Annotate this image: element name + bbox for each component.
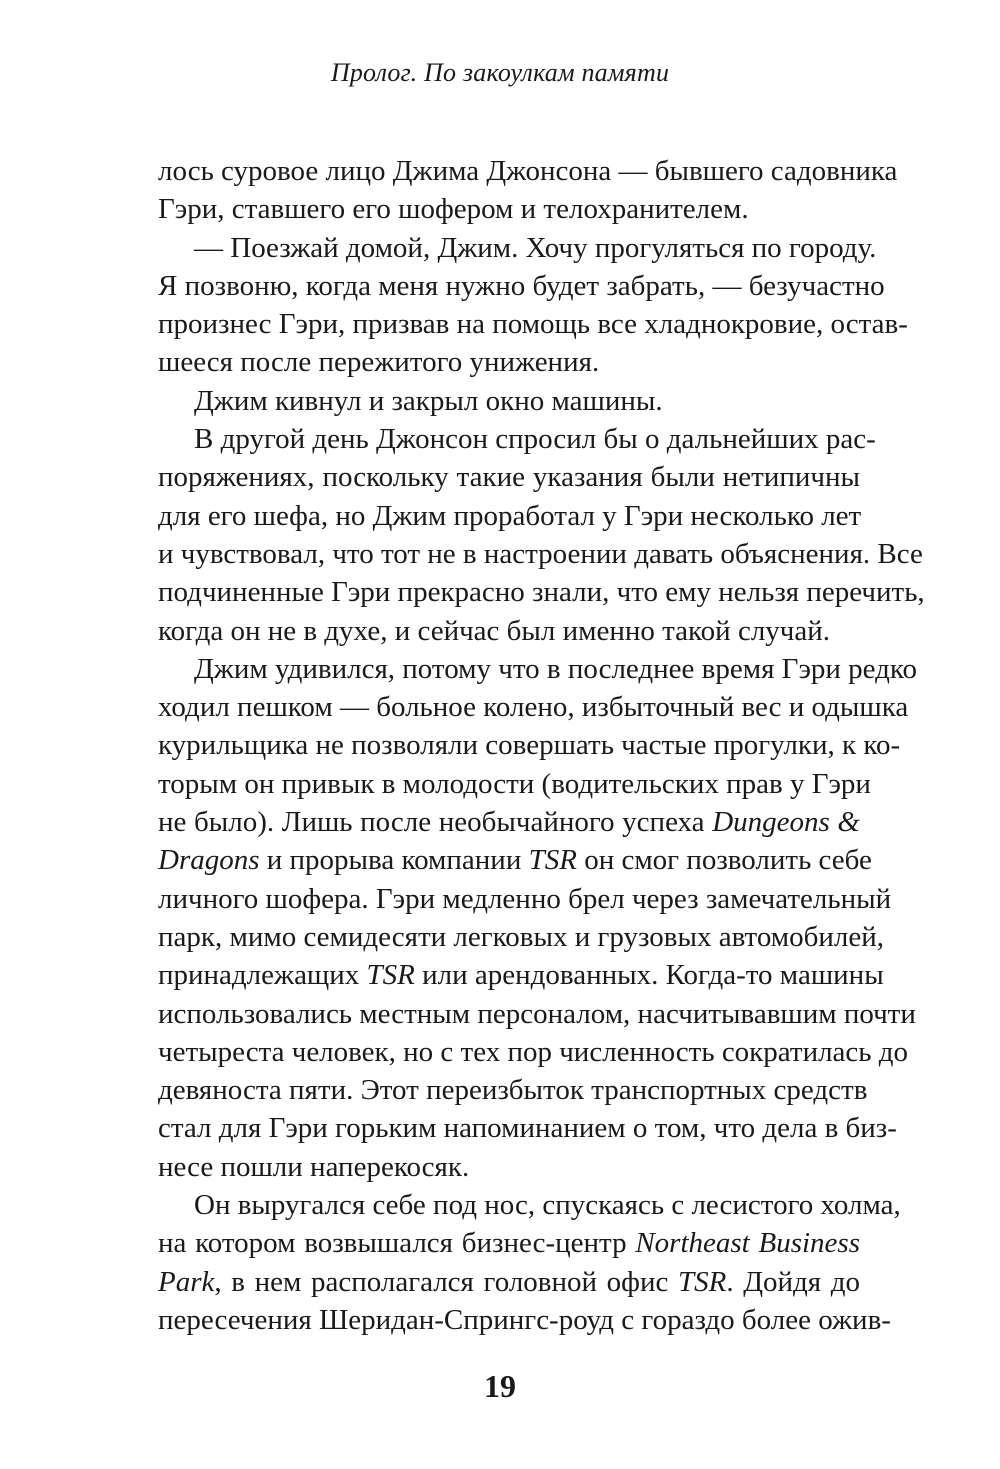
text-line: подчиненные Гэри прекрасно знали, что ему нельзя перечить, bbox=[158, 576, 925, 609]
text-line: несе пошли наперекосяк. bbox=[158, 1150, 470, 1183]
text-line: для его шефа, но Джим проработал у Гэри несколько лет bbox=[158, 499, 862, 532]
paragraph bbox=[158, 1186, 901, 1339]
text-line: принадлежащих TSR или арендованных. Когда-то машины bbox=[158, 959, 884, 992]
paragraph bbox=[158, 229, 908, 382]
text-line: когда он не в духе, и сейчас был именно такой случай. bbox=[158, 614, 831, 647]
text-line: Park, в нем располагался головной офис TSR. Дойдя до bbox=[158, 1265, 860, 1298]
body-text bbox=[158, 152, 925, 1339]
text-line: не было). Лишь после необычайного успеха Dungeons & bbox=[158, 806, 860, 839]
text-line: — Поезжай домой, Джим. Хочу прогуляться по городу. bbox=[194, 231, 877, 264]
paragraph bbox=[158, 650, 918, 1186]
text-line: торым он привык в молодости (водительских прав у Гэри bbox=[158, 767, 871, 800]
text-line: Джим удивился, потому что в последнее время Гэри редко bbox=[194, 652, 918, 685]
text-line: четыреста человек, но с тех пор численность сократилась до bbox=[158, 1035, 909, 1068]
text-line: поряжениях, поскольку такие указания были нетипичны bbox=[158, 461, 860, 494]
text-line: произнес Гэри, призвав на помощь все хладнокровие, остав- bbox=[158, 308, 908, 341]
text-line: В другой день Джонсон спросил бы о дальнейших рас- bbox=[194, 423, 876, 456]
text-line: лось суровое лицо Джима Джонсона — бывшего садовника bbox=[158, 155, 898, 187]
text-line: стал для Гэри горьким напоминанием о том, что дела в биз- bbox=[158, 1112, 897, 1145]
text-line: Он выругался себе под нос, спускаясь с лесистого холма, bbox=[194, 1189, 901, 1222]
text-line: шееся после пережитого унижения. bbox=[158, 346, 600, 379]
page-number: 19 bbox=[484, 1368, 516, 1404]
text-line: и чувствовал, что тот не в настроении давать объяснения. Все bbox=[158, 537, 923, 570]
text-line: Dragons и прорыва компании TSR он смог позволить себе bbox=[158, 844, 872, 877]
text-line: курильщика не позволяли совершать частые прогулки, к ко- bbox=[158, 729, 901, 762]
text-line: Джим кивнул и закрыл окно машины. bbox=[194, 384, 663, 417]
text-line: парк, мимо семидесяти легковых и грузовых автомобилей, bbox=[158, 920, 885, 953]
text-line: ходил пешком — больное колено, избыточный вес и одышка bbox=[158, 691, 909, 724]
paragraph bbox=[158, 152, 898, 229]
text-line: личного шофера. Гэри медленно брел через замечательный bbox=[158, 882, 892, 915]
running-head: Пролог. По закоулкам памяти bbox=[330, 58, 670, 87]
text-line: девяноста пяти. Этот переизбыток транспортных средств bbox=[158, 1074, 868, 1107]
text-line: использовались местным персоналом, насчитывавшим почти bbox=[158, 997, 916, 1030]
paragraph bbox=[158, 382, 860, 420]
text-line: пересечения Шеридан-Спрингс-роуд с гораздо более ожив- bbox=[158, 1303, 891, 1336]
text-line: Гэри, ставшего его шофером и телохранителем. bbox=[158, 193, 749, 226]
text-line: Я позвоню, когда меня нужно будет забрать, — безучастно bbox=[158, 269, 885, 302]
text-line: на котором возвышался бизнес-центр Northeast Business bbox=[158, 1227, 861, 1260]
paragraph bbox=[158, 420, 925, 650]
